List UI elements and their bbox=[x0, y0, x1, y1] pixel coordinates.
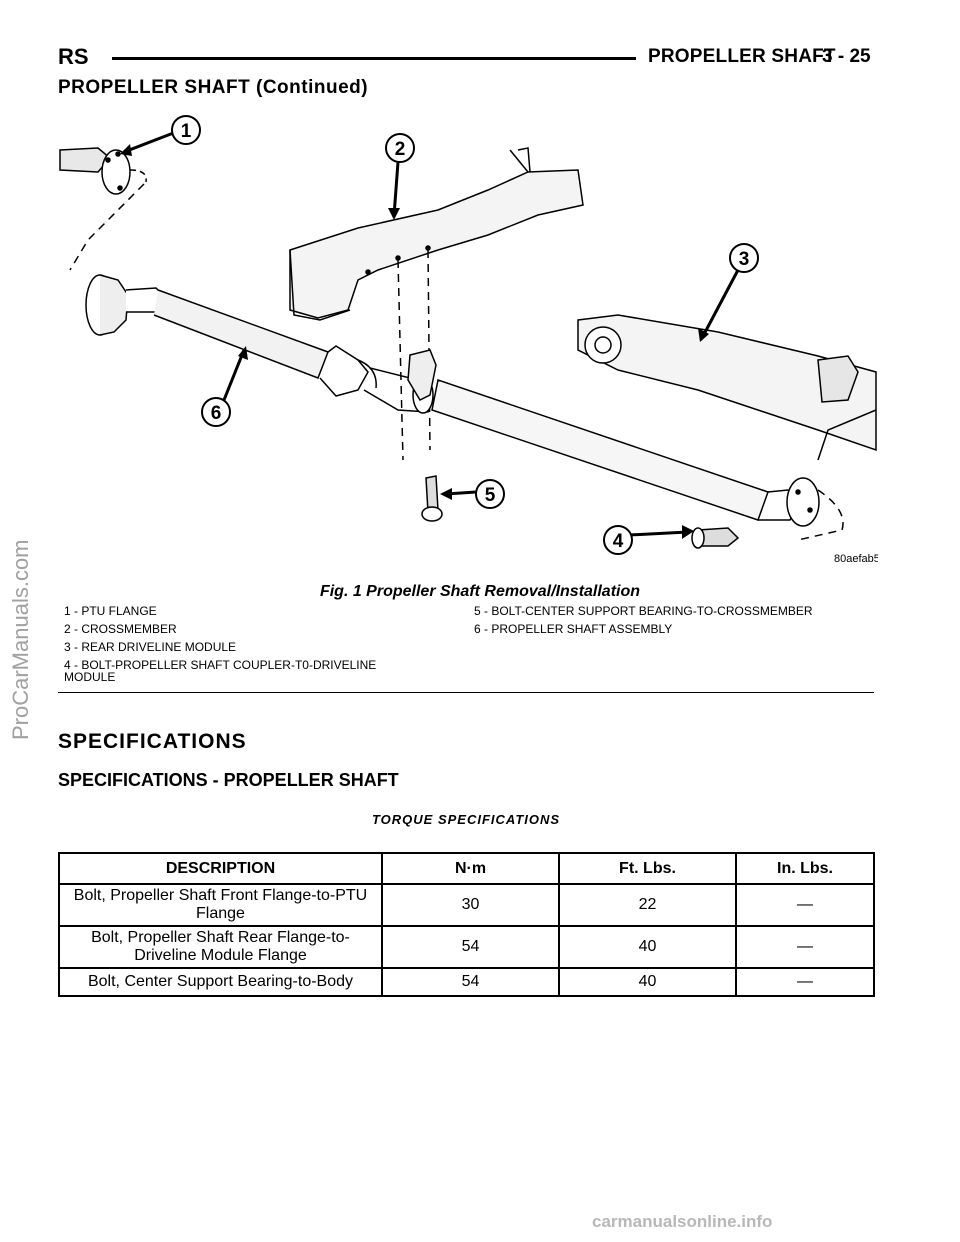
header-section-code: RS bbox=[58, 44, 89, 69]
figure-legend-left bbox=[64, 605, 424, 689]
table-cell: Bolt, Propeller Shaft Front Flange-to-PTU Flange bbox=[59, 884, 382, 926]
figure-divider bbox=[58, 692, 874, 693]
callout-3 bbox=[730, 244, 758, 272]
table-row bbox=[59, 926, 874, 968]
column-header: Ft. Lbs. bbox=[559, 853, 736, 884]
figure-caption: Fig. 1 Propeller Shaft Removal/Installation bbox=[319, 583, 641, 600]
callout-6 bbox=[202, 398, 230, 426]
legend-item: 1 - PTU FLANGE bbox=[64, 604, 157, 618]
table-cell: 40 bbox=[559, 968, 736, 996]
table-cell: — bbox=[736, 926, 874, 968]
svg-text:5: 5 bbox=[484, 485, 496, 506]
svg-text:4: 4 bbox=[612, 531, 624, 552]
table-cell: Bolt, Center Support Bearing-to-Body bbox=[59, 968, 382, 996]
bottom-watermark: carmanualsonline.info bbox=[592, 1212, 773, 1231]
svg-text:1: 1 bbox=[180, 121, 192, 142]
table-cell: — bbox=[736, 884, 874, 926]
header-rule bbox=[112, 57, 636, 60]
table-cell: 30 bbox=[382, 884, 559, 926]
svg-text:3: 3 bbox=[738, 249, 750, 270]
side-watermark: ProCarManuals.com bbox=[8, 539, 33, 740]
table-row bbox=[59, 884, 874, 926]
callout-1 bbox=[172, 116, 200, 144]
section-title: PROPELLER SHAFT (Continued) bbox=[58, 77, 369, 98]
table-header-row bbox=[59, 853, 874, 884]
legend-item: 6 - PROPELLER SHAFT ASSEMBLY bbox=[474, 622, 673, 636]
specifications-subheading: SPECIFICATIONS - PROPELLER SHAFT bbox=[58, 770, 399, 790]
table-cell: 54 bbox=[382, 926, 559, 968]
torque-table-title: TORQUE SPECIFICATIONS bbox=[371, 812, 561, 827]
header-page-number: 3 - 25 bbox=[822, 46, 871, 67]
callout-4 bbox=[604, 526, 632, 554]
legend-item: 5 - BOLT-CENTER SUPPORT BEARING-TO-CROSSMEMBER bbox=[474, 604, 813, 618]
propeller-shaft-illustration bbox=[58, 110, 878, 580]
svg-text:2: 2 bbox=[394, 139, 406, 160]
svg-text:6: 6 bbox=[210, 403, 222, 424]
column-header: N·m bbox=[382, 853, 559, 884]
specifications-heading: SPECIFICATIONS bbox=[58, 730, 247, 753]
table-cell: Bolt, Propeller Shaft Rear Flange-to-Driveline Module Flange bbox=[59, 926, 382, 968]
table-cell: 40 bbox=[559, 926, 736, 968]
header-title: PROPELLER SHAFT bbox=[648, 46, 836, 67]
torque-specifications-table bbox=[58, 852, 875, 997]
column-header: DESCRIPTION bbox=[59, 853, 382, 884]
column-header: In. Lbs. bbox=[736, 853, 874, 884]
table-cell: — bbox=[736, 968, 874, 996]
callout-5 bbox=[476, 480, 504, 508]
callout-2 bbox=[386, 134, 414, 162]
table-row bbox=[59, 968, 874, 996]
legend-item: 3 - REAR DRIVELINE MODULE bbox=[64, 640, 237, 654]
table-cell: 54 bbox=[382, 968, 559, 996]
figure-code: 80aefab5 bbox=[834, 553, 878, 565]
legend-item: 4 - BOLT-PROPELLER SHAFT COUPLER-T0-DRIVELINE MODULE bbox=[64, 658, 377, 684]
figure-legend-right bbox=[474, 605, 874, 641]
table-cell: 22 bbox=[559, 884, 736, 926]
legend-item: 2 - CROSSMEMBER bbox=[64, 622, 177, 636]
